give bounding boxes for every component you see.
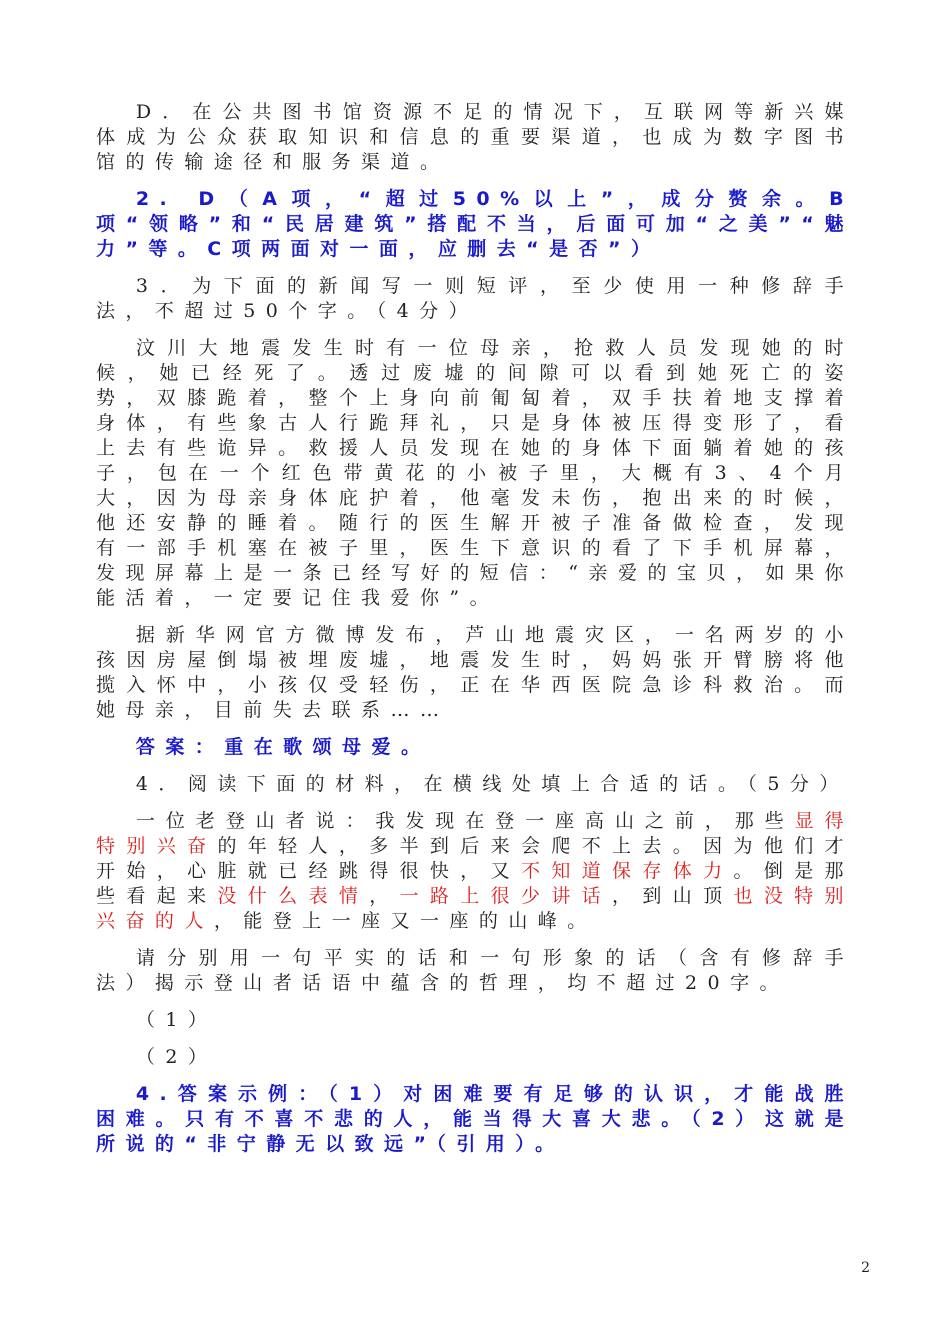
question-4-instruction: 请分别用一句平实的话和一句形象的话（含有修辞手法）揭示登山者话语中蕴含的哲理，均不超过20字。 (96, 947, 854, 994)
page-number: 2 (861, 1260, 870, 1276)
material-text-3: 。倒是那些看起来 (96, 860, 854, 907)
material-highlight-2: 不知道保存体力 (520, 860, 734, 882)
material-text-6: ，能登上一座又一座的山峰。 (213, 910, 597, 932)
material-text-4: ， (369, 885, 400, 907)
material-text-1: 一位老登山者说：我发现在登一座高山之前，那些 (135, 810, 795, 832)
answer-4: 4.答案示例：（1）对困难要有足够的认识，才能战胜困难。只有不喜不悲的人，能当得大喜大悲。（2）这就是所说的“非宁静无以致远”（引用）。 (96, 1083, 854, 1155)
option-d-text: D．在公共图书馆资源不足的情况下，互联网等新兴媒体成为公众获取知识和信息的重要渠道，也成为数字图书馆的传输途径和服务渠道。 (96, 101, 854, 173)
news-passage-2: 据新华网官方微博发布，芦山地震灾区，一名两岁的小孩因房屋倒塌被埋废墟，地震发生时，妈妈张开臂膀将他揽入怀中，小孩仅受轻伤，正在华西医院急诊科救治。而她母亲，目前失去联系…… (96, 624, 854, 721)
answer-blank-1: （1） (135, 1009, 218, 1031)
material-highlight-4: 一路上很少讲话 (399, 885, 613, 907)
news-passage-1: 汶川大地震发生时有一位母亲，抢救人员发现她的时候，她已经死了。透过废墟的间隙可以看到她死亡的姿势，双膝跪着，整个上身向前匍匐着，双手扶着地支撑着身体，有些象古人行跪拜礼，只是身体被压得变形了，看上去有些诡异。救援人员发现在她的身体下面躺着她的孩子，包在一个红色带黄花的小被子里，大概有3、4个月大，因为母亲身体庇护着，他毫发未伤，抱出来的时候，他还安静的睡着。随行的医生解开被子准备做检查，发现有一部手机塞在被子里，医生下意识的看了下手机屏幕，发现屏幕上是一条已经写好的短信：“亲爱的宝贝，如果你能活着，一定要记住我爱你”。 (96, 337, 854, 609)
answer-2: 2. D（A项，“超过50%以上”，成分赘余。B项“领略”和“民居建筑”搭配不当，后面可加“之美”“魅力”等。C项两面对一面，应删去“是否”） (96, 188, 854, 260)
material-highlight-1: 显得特别兴奋 (96, 810, 855, 857)
question-3-prompt: 3．为下面的新闻写一则短评，至少使用一种修辞手法，不超过50个字。（4分） (96, 275, 854, 322)
answer-blank-2: （2） (135, 1046, 218, 1068)
material-text-2: 的年轻人，多半到后来会爬不上去。因为他们才开始，心脏就已经跳得很快，又 (96, 835, 855, 882)
material-highlight-5: 也没特别兴奋的人 (96, 885, 854, 932)
material-text-5: ，到山顶 (612, 885, 734, 907)
climber-material (96, 809, 854, 934)
document-page (96, 100, 854, 1157)
answer-3: 答案：重在歌颂母爱。 (135, 736, 431, 758)
question-4-prompt: 4．阅读下面的材料，在横线处填上合适的话。（5分） (135, 773, 849, 795)
material-highlight-3: 没什么表情 (217, 885, 370, 907)
